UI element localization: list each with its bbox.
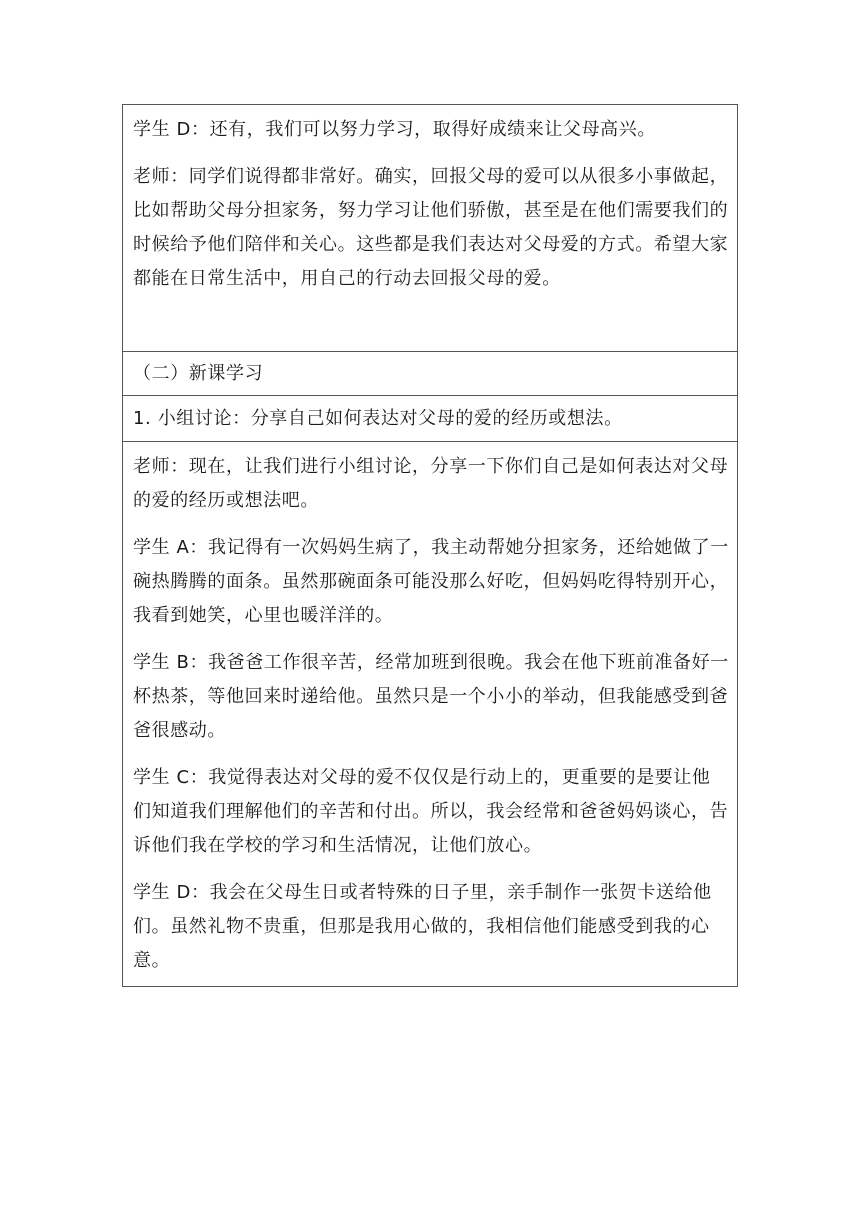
table-row <box>123 105 737 351</box>
dialogue-paragraph: 学生 D：我会在父母生日或者特殊的日子里，亲手制作一张贺卡送给他们。虽然礼物不贵重，但那是我用心做的，我相信他们能感受到我的心意。 <box>133 882 712 971</box>
section-heading-row <box>123 351 737 395</box>
dialogue-paragraph: 学生 A：我记得有一次妈妈生病了，我主动帮她分担家务，还给她做了一碗热腾腾的面条。虽然那碗面条可能没那么好吃，但妈妈吃得特别开心，我看到她笑，心里也暖洋洋的。 <box>133 537 729 626</box>
dialogue-paragraph: 学生 B：我爸爸工作很辛苦，经常加班到很晚。我会在他下班前准备好一杯热茶，等他回来时递给他。虽然只是一个小小的举动，但我能感受到爸爸很感动。 <box>133 652 729 741</box>
dialogue-paragraph: 老师：同学们说得都非常好。确实，回报父母的爱可以从很多小事做起，比如帮助父母分担家务，努力学习让他们骄傲，甚至是在他们需要我们的时候给予他们陪伴和关心。这些都是我们表达对父母爱的方式。希望大家都能在日常生活中，用自己的行动去回报父母的爱。 <box>133 166 729 289</box>
dialogue-paragraph: 老师：现在，让我们进行小组讨论，分享一下你们自己是如何表达对父母的爱的经历或想法吧。 <box>133 456 729 511</box>
dialogue-paragraph: 学生 D：还有，我们可以努力学习，取得好成绩来让父母高兴。 <box>133 119 656 140</box>
activity-heading: 1. 小组讨论：分享自己如何表达对父母的爱的经历或想法。 <box>133 407 623 429</box>
dialogue-paragraph: 学生 C：我觉得表达对父母的爱不仅仅是行动上的，更重要的是要让他们知道我们理解他们的辛苦和付出。所以，我会经常和爸爸妈妈谈心，告诉他们我在学校的学习和生活情况，让他们放心。 <box>133 767 729 856</box>
table-row <box>123 441 737 986</box>
lesson-table <box>122 104 738 987</box>
activity-heading-row <box>123 395 737 441</box>
section-heading: （二）新课学习 <box>133 362 264 384</box>
